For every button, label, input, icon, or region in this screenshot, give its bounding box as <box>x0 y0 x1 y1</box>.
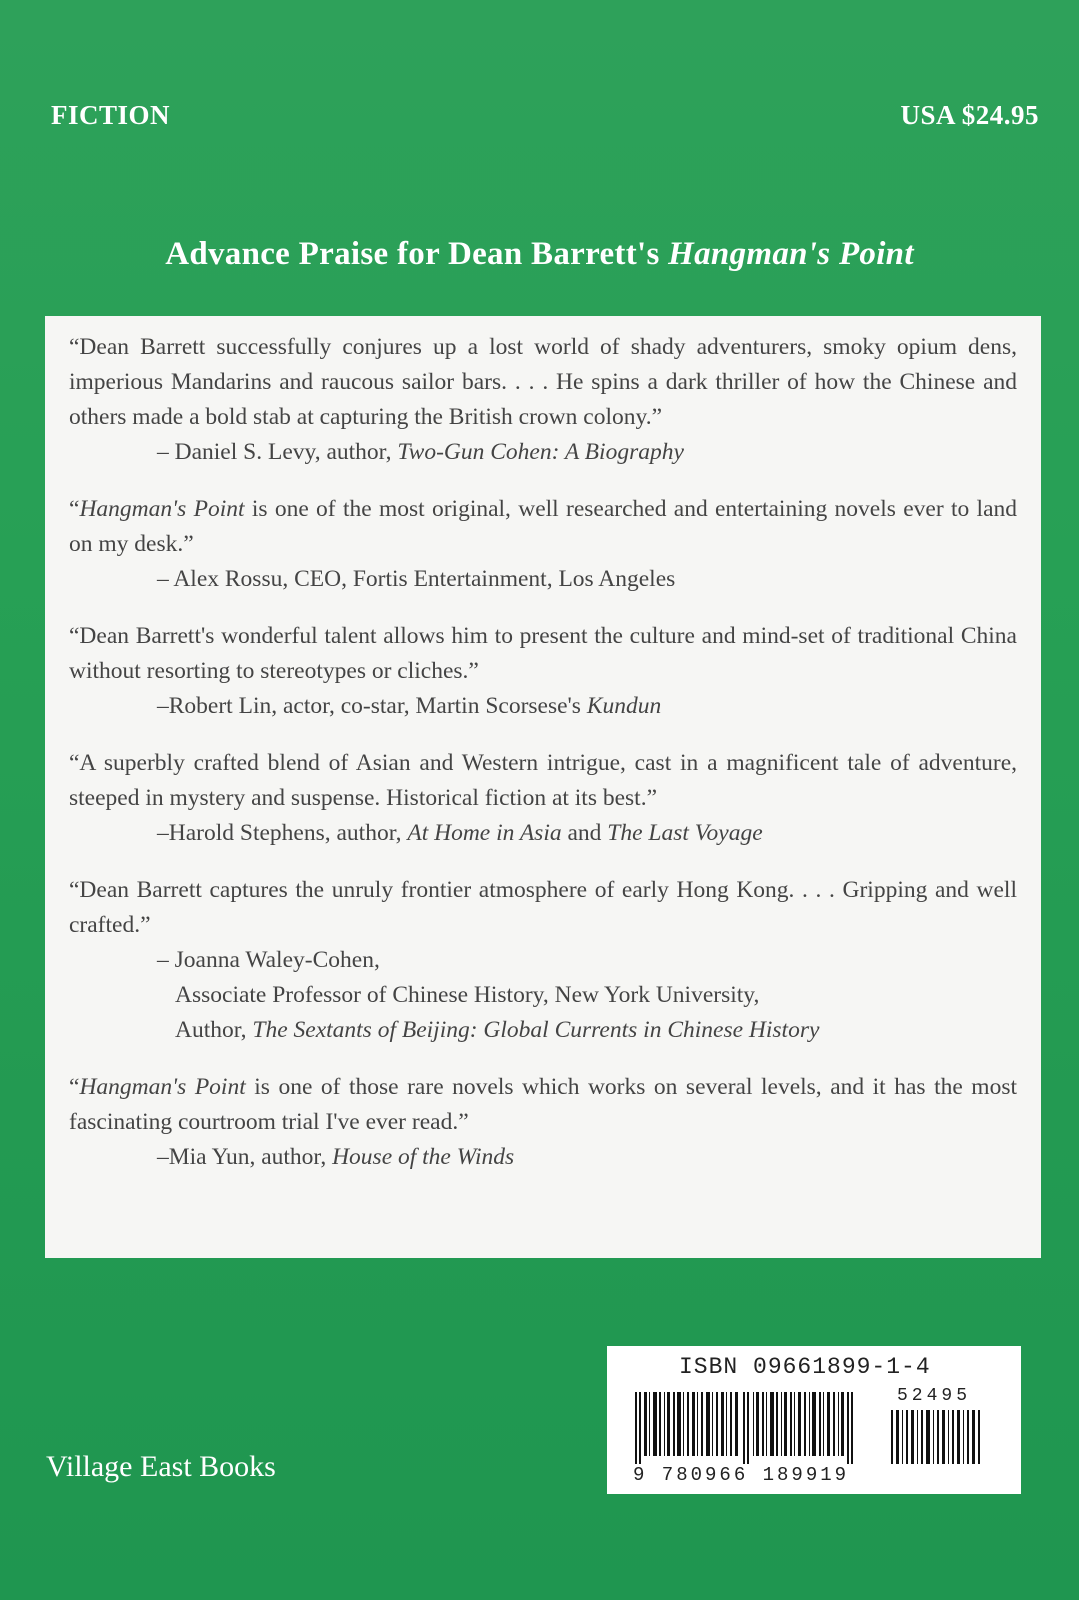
quote-2-attribution: – Alex Rossu, CEO, Fortis Entertainment, Los Angeles <box>157 566 676 592</box>
publisher-name: Village East Books <box>46 1450 276 1483</box>
quote-3-body: “Dean Barrett's wonderful talent allows him to present the culture and mind-set of traditional China without resorting to stereotypes or cliches.” <box>69 623 1017 684</box>
quote-4-book-2: The Last Voyage <box>607 820 763 846</box>
isbn-label: ISBN 09661899-1-4 <box>679 1354 931 1380</box>
barcode-addon <box>887 1392 997 1464</box>
quote-2-body <box>69 492 1017 562</box>
quote-6-book: Hangman's Point <box>79 1074 246 1100</box>
quote-5-attribution-role: Associate Professor of Chinese History, New York University, <box>175 982 760 1008</box>
praise-heading <box>0 236 1079 273</box>
genre-label: FICTION <box>51 100 171 130</box>
quote-3-film: Kundun <box>586 693 662 719</box>
praise-heading-prefix: Advance Praise for Dean Barrett's <box>165 236 669 272</box>
quote-6-body <box>69 1070 1017 1140</box>
quote-5-book: The Sextants of Beijing: Global Currents in Chinese History <box>252 1017 820 1043</box>
quote-2-book: Hangman's Point <box>79 496 245 522</box>
quote-1-author: – Daniel S. Levy, author, <box>157 439 398 465</box>
isbn-barcode-box <box>607 1346 1021 1494</box>
praise-panel <box>45 316 1041 1258</box>
quote-2-open-mark: “ <box>69 496 80 522</box>
quote-1 <box>69 330 1017 470</box>
quote-4-author: –Harold Stephens, author, <box>157 820 408 846</box>
quote-6-open-mark: “ <box>69 1074 80 1100</box>
quote-4 <box>69 746 1017 851</box>
quote-5-author-label: Author, <box>175 1017 253 1043</box>
quote-3 <box>69 619 1017 724</box>
quote-6 <box>69 1070 1017 1175</box>
quote-2 <box>69 492 1017 597</box>
quote-5-body: “Dean Barrett captures the unruly frontier atmosphere of early Hong Kong. . . . Gripping and well crafted.” <box>69 877 1017 938</box>
praise-heading-title: Hangman's Point <box>668 236 914 272</box>
quote-1-attribution <box>69 435 1017 470</box>
quote-1-book: Two-Gun Cohen: A Biography <box>397 439 684 465</box>
quote-4-attribution <box>69 816 1017 851</box>
quote-4-conjunction: and <box>561 820 608 846</box>
quote-6-book-title: House of the Winds <box>332 1144 515 1170</box>
quote-5-attribution: – Joanna Waley-Cohen, <box>157 947 380 973</box>
quote-5-attribution-author <box>69 1013 1017 1048</box>
quote-4-book-1: At Home in Asia <box>407 820 562 846</box>
quote-6-text: is one of those rare novels which works on several levels, and it has the most fascinating courtroom trial I've ever read.” <box>69 1074 1017 1135</box>
isbn-addon-digits: 52495 <box>897 1386 972 1406</box>
barcode-main <box>635 1392 875 1464</box>
quote-4-body: “A superbly crafted blend of Asian and Western intrigue, cast in a magnificent tale of adventure, steeped in mystery and suspense. Historical fiction at its best.” <box>69 750 1017 811</box>
price-label: USA $24.95 <box>900 100 1039 130</box>
quote-2-text: is one of the most original, well researched and entertaining novels ever to land on my desk.” <box>69 496 1017 557</box>
quote-3-author: –Robert Lin, actor, co-star, Martin Scorsese's <box>157 693 587 719</box>
isbn-ean-digits: 9 780966 189919 <box>633 1464 850 1486</box>
quote-3-attribution <box>69 689 1017 724</box>
quote-6-author: –Mia Yun, author, <box>157 1144 333 1170</box>
quote-5 <box>69 873 1017 1048</box>
quote-1-body: “Dean Barrett successfully conjures up a lost world of shady adventurers, smoky opium dens, imperious Mandarins and raucous sailor bars. . . . He spins a dark thriller of how the Chinese and others made a bold stab at capturing the British crown colony.” <box>69 334 1017 430</box>
quote-6-attribution <box>69 1140 1017 1175</box>
